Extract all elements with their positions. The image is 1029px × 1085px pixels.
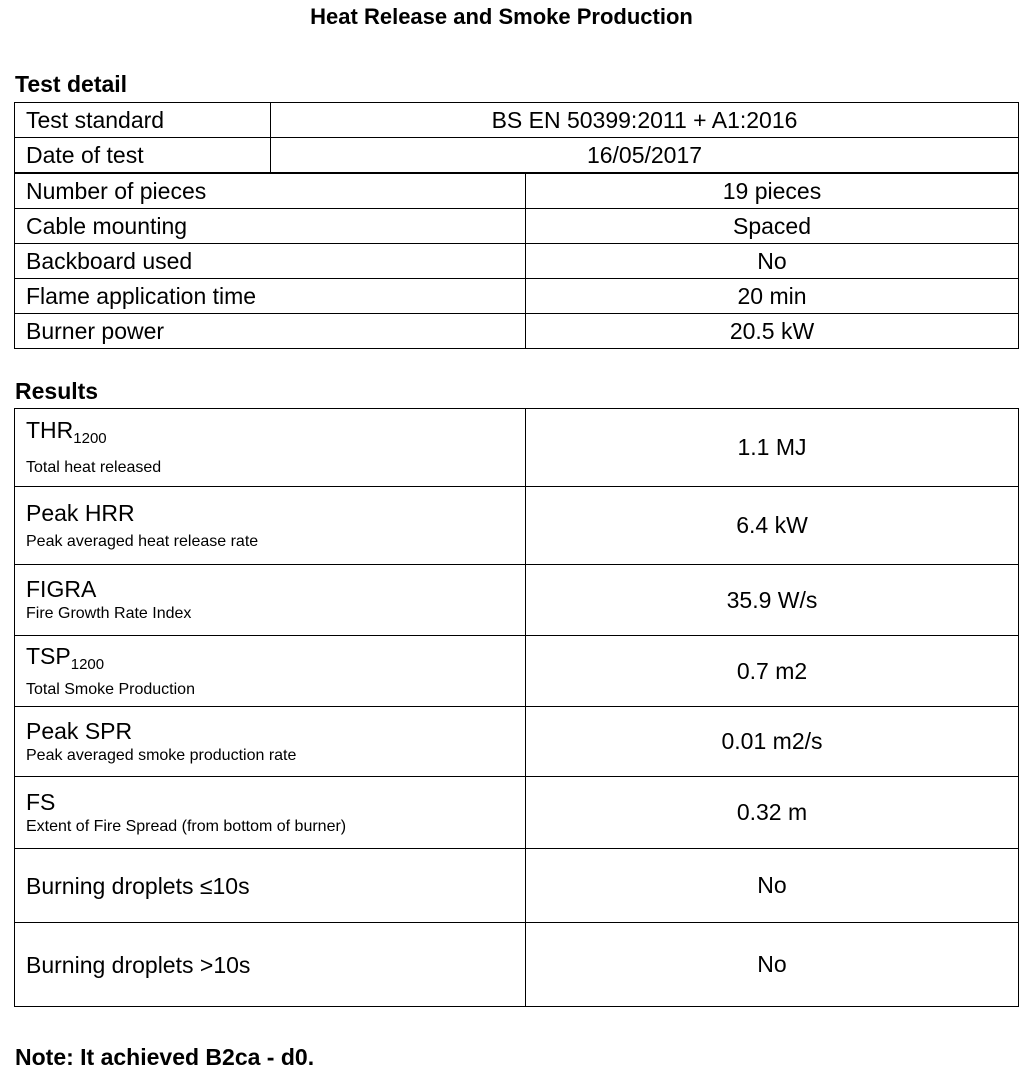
thr-label bbox=[26, 417, 525, 452]
table-row bbox=[15, 244, 1019, 279]
peak-spr-cell bbox=[15, 707, 526, 777]
burner-power-value: 20.5 kW bbox=[526, 314, 1019, 349]
backboard-used-label: Backboard used bbox=[15, 244, 526, 279]
test-detail-heading: Test detail bbox=[15, 71, 128, 97]
burner-power-label: Burner power bbox=[15, 314, 526, 349]
peak-hrr-description: Peak averaged heat release rate bbox=[26, 532, 259, 550]
peak-spr-label: Peak SPR bbox=[26, 717, 133, 744]
thr-subscript: 1200 bbox=[73, 430, 107, 447]
droplets-le10-label: Burning droplets ≤10s bbox=[26, 872, 250, 899]
test-detail-table-top bbox=[14, 102, 1019, 173]
results-heading: Results bbox=[15, 378, 99, 404]
thr-description: Total heat released bbox=[26, 459, 162, 476]
droplets-gt10-label: Burning droplets >10s bbox=[26, 951, 251, 978]
thr-label-text: THR bbox=[26, 417, 74, 443]
cable-mounting-value: Spaced bbox=[526, 209, 1019, 244]
tsp-value: 0.7 m2 bbox=[526, 636, 1019, 707]
tsp-label-text: TSP bbox=[26, 642, 71, 669]
table-row bbox=[15, 103, 1019, 138]
flame-application-time-label: Flame application time bbox=[15, 279, 526, 314]
flame-application-time-value: 20 min bbox=[526, 279, 1019, 314]
classification-note: Note: It achieved B2ca - d0. bbox=[15, 1044, 315, 1070]
droplets-le10-cell bbox=[15, 849, 526, 923]
peak-hrr-label: Peak HRR bbox=[26, 499, 135, 526]
table-row bbox=[15, 138, 1019, 173]
tsp-label bbox=[26, 643, 525, 678]
date-of-test-label: Date of test bbox=[15, 138, 271, 173]
fs-value: 0.32 m bbox=[526, 777, 1019, 849]
droplets-gt10-value: No bbox=[526, 923, 1019, 1007]
date-of-test-value: 16/05/2017 bbox=[271, 138, 1019, 173]
table-row bbox=[15, 314, 1019, 349]
peak-spr-description: Peak averaged smoke production rate bbox=[26, 746, 297, 764]
test-standard-label: Test standard bbox=[15, 103, 271, 138]
peak-hrr-value: 6.4 kW bbox=[526, 487, 1019, 565]
thr-cell bbox=[15, 409, 526, 487]
number-of-pieces-value: 19 pieces bbox=[526, 174, 1019, 209]
cable-mounting-label: Cable mounting bbox=[15, 209, 526, 244]
tsp-description: Total Smoke Production bbox=[26, 680, 195, 698]
test-detail-table-bottom bbox=[14, 173, 1019, 349]
peak-spr-value: 0.01 m2/s bbox=[526, 707, 1019, 777]
page-title: Heat Release and Smoke Production bbox=[310, 4, 693, 29]
results-table bbox=[14, 408, 1019, 1007]
thr-value: 1.1 MJ bbox=[526, 409, 1019, 487]
table-row bbox=[15, 849, 1019, 923]
table-row bbox=[15, 279, 1019, 314]
table-row bbox=[15, 565, 1019, 636]
test-standard-value: BS EN 50399:2011 + A1:2016 bbox=[271, 103, 1019, 138]
table-row bbox=[15, 174, 1019, 209]
table-row bbox=[15, 209, 1019, 244]
fs-description: Extent of Fire Spread (from bottom of burner) bbox=[26, 817, 347, 835]
tsp-subscript: 1200 bbox=[70, 655, 105, 673]
table-row bbox=[15, 707, 1019, 777]
number-of-pieces-label: Number of pieces bbox=[15, 174, 526, 209]
fs-cell bbox=[15, 777, 526, 849]
figra-cell bbox=[15, 565, 526, 636]
figra-label: FIGRA bbox=[26, 576, 97, 602]
peak-hrr-cell bbox=[15, 487, 526, 565]
figra-value: 35.9 W/s bbox=[526, 565, 1019, 636]
droplets-le10-value: No bbox=[526, 849, 1019, 923]
backboard-used-value: No bbox=[526, 244, 1019, 279]
droplets-gt10-cell bbox=[15, 923, 526, 1007]
table-row bbox=[15, 923, 1019, 1007]
table-row bbox=[15, 487, 1019, 565]
figra-description: Fire Growth Rate Index bbox=[26, 605, 192, 622]
tsp-cell bbox=[15, 636, 526, 707]
table-row bbox=[15, 777, 1019, 849]
table-row bbox=[15, 409, 1019, 487]
table-row bbox=[15, 636, 1019, 707]
fs-label: FS bbox=[26, 788, 56, 815]
